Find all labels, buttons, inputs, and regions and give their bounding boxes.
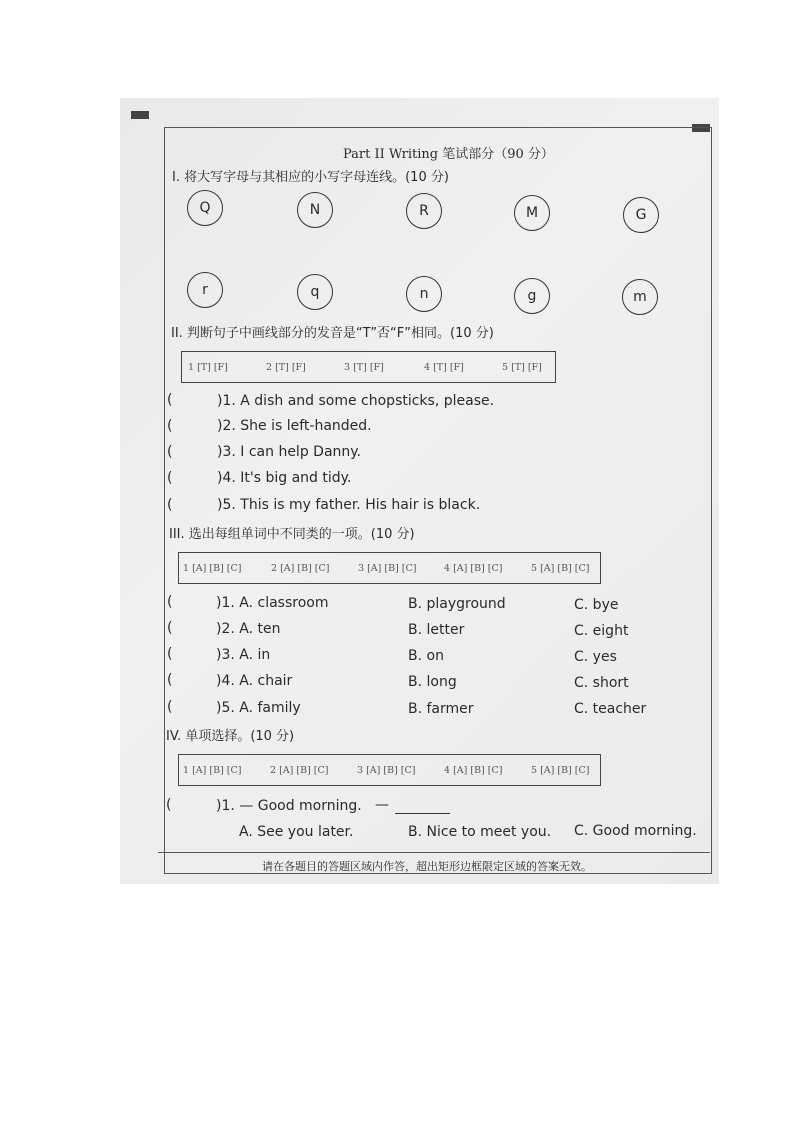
- option-b: B. Nice to meet you.: [408, 824, 552, 840]
- answer-bubble-box: [178, 552, 601, 584]
- section2-heading: II. 判断句子中画线部分的发音是“T”否“F”相同。(10 分): [171, 326, 494, 341]
- option-a: )3. A. in: [216, 647, 271, 663]
- reply-dash: —: [375, 797, 389, 813]
- answer-cell[interactable]: 2 [A] [B] [C]: [271, 562, 330, 574]
- question-text: )3. I can help Danny.: [217, 444, 362, 460]
- letter-upper[interactable]: R: [406, 193, 442, 229]
- answer-paren: (: [167, 418, 173, 434]
- answer-cell[interactable]: 3 [A] [B] [C]: [357, 764, 416, 776]
- answer-cell[interactable]: 5 [A] [B] [C]: [531, 764, 590, 776]
- letter-upper[interactable]: G: [623, 197, 659, 233]
- option-a: )2. A. ten: [216, 621, 281, 637]
- option-a: )4. A. chair: [216, 673, 293, 689]
- answer-cell[interactable]: 3 [T] [F]: [344, 361, 384, 373]
- answer-blank-line[interactable]: [395, 813, 450, 814]
- letter-upper[interactable]: N: [297, 192, 333, 228]
- answer-cell[interactable]: 4 [A] [B] [C]: [444, 764, 503, 776]
- answer-paren: (: [167, 497, 173, 513]
- footer-note: 请在各题目的答题区域内作答，超出矩形边框限定区域的答案无效。: [262, 860, 592, 873]
- answer-cell[interactable]: 4 [T] [F]: [424, 361, 464, 373]
- question-text: )1. A dish and some chopsticks, please.: [217, 393, 495, 409]
- letter-lower[interactable]: m: [622, 279, 658, 315]
- option-a: )5. A. family: [216, 700, 301, 716]
- footer-divider: [158, 852, 710, 853]
- answer-cell[interactable]: 5 [T] [F]: [502, 361, 542, 373]
- option-a: A. See you later.: [239, 824, 354, 840]
- answer-paren: (: [167, 392, 173, 408]
- answer-paren: (: [167, 699, 173, 715]
- answer-bubble-box: [181, 351, 556, 383]
- option-c: C. yes: [574, 649, 617, 665]
- page-title: Part II Writing 笔试部分（90 分）: [343, 147, 554, 162]
- section1-heading: I. 将大写字母与其相应的小写字母连线。(10 分): [172, 170, 449, 185]
- option-a: )1. A. classroom: [216, 595, 329, 611]
- section3-heading: III. 选出每组单词中不同类的一项。(10 分): [169, 527, 415, 542]
- option-b: B. playground: [408, 596, 506, 612]
- option-c: C. teacher: [574, 701, 647, 717]
- letter-lower[interactable]: n: [406, 276, 442, 312]
- answer-cell[interactable]: 2 [A] [B] [C]: [270, 764, 329, 776]
- section4-heading: IV. 单项选择。(10 分): [166, 729, 295, 744]
- option-b: B. on: [408, 648, 444, 664]
- answer-cell[interactable]: 5 [A] [B] [C]: [531, 562, 590, 574]
- question-text: )5. This is my father. His hair is black.: [217, 497, 481, 513]
- answer-paren: (: [167, 470, 173, 486]
- answer-bubble-box: [178, 754, 601, 786]
- answer-cell[interactable]: 4 [A] [B] [C]: [444, 562, 503, 574]
- answer-cell[interactable]: 2 [T] [F]: [266, 361, 306, 373]
- option-c: C. short: [574, 675, 629, 691]
- answer-cell[interactable]: 3 [A] [B] [C]: [358, 562, 417, 574]
- answer-paren: (: [167, 620, 173, 636]
- letter-upper[interactable]: M: [514, 195, 550, 231]
- letter-lower[interactable]: g: [514, 278, 550, 314]
- registration-mark-left: [131, 111, 149, 119]
- question-text: )2. She is left-handed.: [217, 418, 372, 434]
- answer-cell[interactable]: 1 [A] [B] [C]: [183, 562, 242, 574]
- question-text: )1. — Good morning.: [216, 798, 362, 814]
- answer-paren: (: [167, 594, 173, 610]
- letter-lower[interactable]: r: [187, 272, 223, 308]
- option-b: B. long: [408, 674, 457, 690]
- option-b: B. farmer: [408, 701, 474, 717]
- answer-paren: (: [167, 672, 173, 688]
- letter-upper[interactable]: Q: [187, 190, 223, 226]
- answer-paren: (: [167, 646, 173, 662]
- answer-paren: (: [166, 797, 172, 813]
- answer-paren: (: [167, 444, 173, 460]
- option-c: C. bye: [574, 597, 619, 613]
- letter-lower[interactable]: q: [297, 274, 333, 310]
- option-c: C. eight: [574, 623, 629, 639]
- answer-cell[interactable]: 1 [A] [B] [C]: [183, 764, 242, 776]
- option-c: C. Good morning.: [574, 823, 697, 839]
- option-b: B. letter: [408, 622, 465, 638]
- question-text: )4. It's big and tidy.: [217, 470, 352, 486]
- answer-cell[interactable]: 1 [T] [F]: [188, 361, 228, 373]
